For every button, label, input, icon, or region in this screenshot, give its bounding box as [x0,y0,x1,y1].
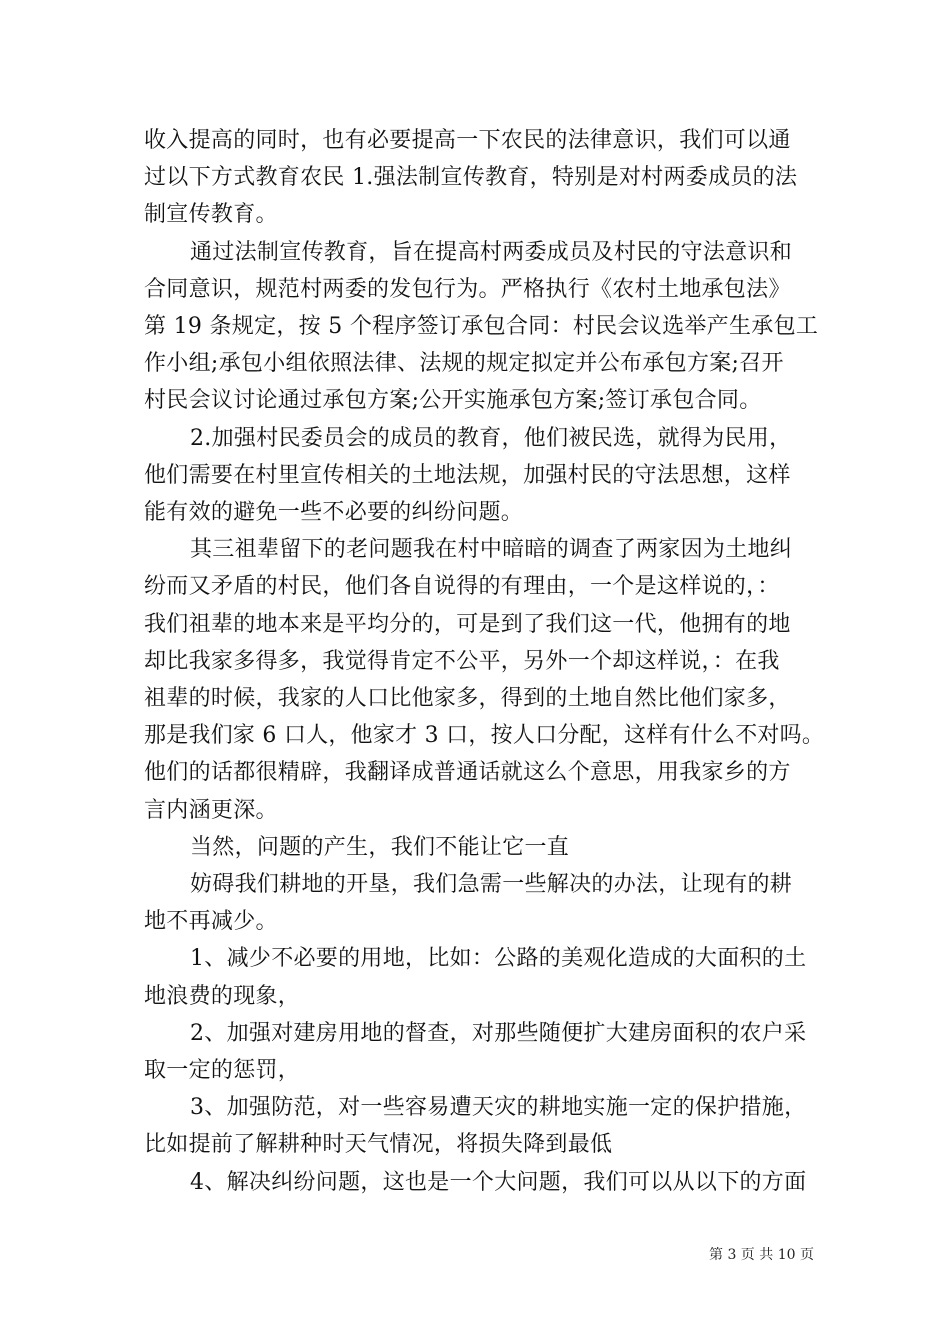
text-line: 1、减少不必要的用地，比如：公路的美观化造成的大面积的土 [190,946,807,971]
text-line: 他们需要在村里宣传相关的土地法规，加强村民的守法思想，这样 [144,463,791,488]
text-line: 其三祖辈留下的老问题我在村中暗暗的调查了两家因为土地纠 [190,537,793,562]
text-line: 妨碍我们耕地的开垦，我们急需一些解决的办法，让现有的耕 [190,872,793,897]
page-number-footer: 第 3 页 共 10 页 [709,1247,814,1263]
text-line: 合同意识，规范村两委的发包行为。严格执行《农村土地承包法》 [144,277,791,302]
text-line: 能有效的避免一些不必要的纠纷问题。 [144,500,524,525]
text-line: 当然，问题的产生，我们不能让它一直 [190,835,570,860]
text-line: 3、加强防范，对一些容易遭天灾的耕地实施一定的保护措施， [190,1095,807,1120]
text-line: 祖辈的时候，我家的人口比他家多，得到的土地自然比他们家多， [144,686,791,711]
text-line: 作小组;承包小组依照法律、法规的规定拟定并公布承包方案;召开 [144,351,784,376]
text-line: 取一定的惩罚， [144,1058,301,1083]
text-line: 制宣传教育。 [144,202,278,227]
text-line: 地浪费的现象， [144,984,301,1009]
text-line: 4、解决纠纷问题，这也是一个大问题，我们可以从以下的方面 [190,1170,807,1195]
text-line: 2、加强对建房用地的督查，对那些随便扩大建房面积的农户采 [190,1021,807,1046]
text-line: 村民会议讨论通过承包方案;公开实施承包方案;签订承包合同。 [144,388,762,413]
text-line: 我们祖辈的地本来是平均分的，可是到了我们这一代，他拥有的地 [144,612,791,637]
text-line: 收入提高的同时，也有必要提高一下农民的法律意识，我们可以通 [144,128,791,153]
text-line: 过以下方式教育农民 1.强法制宣传教育，特别是对村两委成员的法 [144,165,798,190]
text-line: 言内涵更深。 [144,798,278,823]
text-line: 地不再减少。 [144,909,278,934]
text-line: 比如提前了解耕种时天气情况，将损失降到最低 [144,1132,613,1157]
text-line: 2.加强村民委员会的成员的教育，他们被民选，就得为民用， [190,426,792,451]
text-line: 却比我家多得多，我觉得肯定不公平，另外一个却这样说，：在我 [144,649,780,674]
text-line: 通过法制宣传教育，旨在提高村两委成员及村民的守法意识和 [190,240,793,265]
text-line: 那是我们家 6 口人，他家才 3 口，按人口分配，这样有什么不对吗。 [144,723,825,748]
text-line: 第 19 条规定，按 5 个程序签订承包合同：村民会议选举产生承包工 [144,314,819,339]
text-line: 纷而又矛盾的村民，他们各自说得的有理由，一个是这样说的，： [144,574,780,599]
text-line: 他们的话都很精辟，我翻译成普通话就这么个意思，用我家乡的方 [144,760,791,785]
